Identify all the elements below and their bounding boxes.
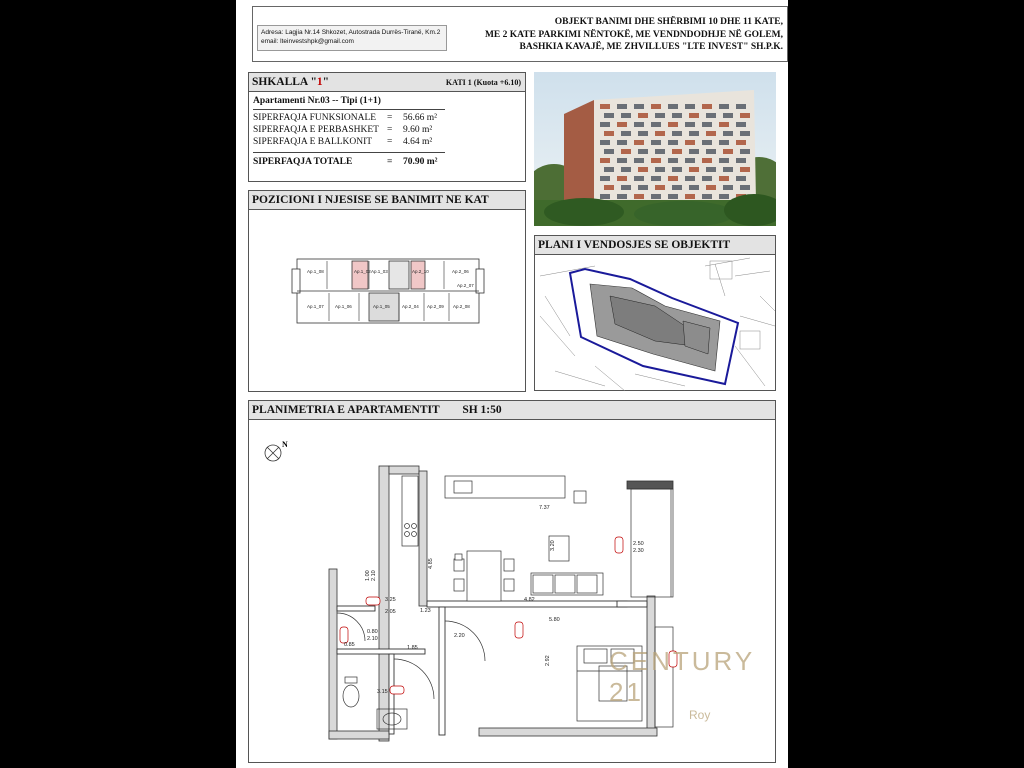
site-plan-title: PLANI I VENDOSJES SE OBJEKTIT <box>535 236 775 255</box>
dimension-label: 2.92 <box>545 655 551 666</box>
dimension-label: 2.10 <box>371 570 377 581</box>
building-rendering <box>534 72 776 226</box>
project-title <box>485 16 783 54</box>
area-value: 9.60 m² <box>403 125 433 135</box>
dimension-label: 2.30 <box>633 548 644 554</box>
dimension-label: 2.10 <box>367 636 378 642</box>
total-area-value: 70.90 m² <box>403 157 438 167</box>
dimension-label: 3.25 <box>385 597 396 603</box>
equals-sign: = <box>387 137 393 147</box>
building-rendering-image <box>534 72 776 226</box>
dimension-label: 2.50 <box>633 541 644 547</box>
email-line: email: lteinvestshpk@gmail.com <box>261 38 354 45</box>
area-value: 56.66 m² <box>403 113 437 123</box>
dimension-label: 4.85 <box>428 558 434 569</box>
total-area-label: SIPERFAQJA TOTALE <box>253 157 353 167</box>
unit-label: Ap.2_06 <box>452 269 469 274</box>
unit-label: Ap.2_07 <box>457 283 474 288</box>
area-label: SIPERFAQJA E PERBASHKET <box>253 125 379 135</box>
watermark-brand: CENTURY 21 <box>609 646 755 707</box>
shkalla-header <box>249 73 525 92</box>
dimension-label: 1.23 <box>420 608 431 614</box>
watermark-logo <box>609 646 775 722</box>
unit-label: Ap.2_08 <box>453 304 470 309</box>
project-title-line: OBJEKT BANIMI DHE SHËRBIMI 10 DHE 11 KATE, <box>554 17 783 27</box>
dimension-label: 1.85 <box>407 645 418 651</box>
unit-label: Ap.1_05 <box>373 304 390 309</box>
address-line: Adresa: Lagjia Nr.14 Shkozet, Autostrada Durrës-Tiranë, Km.2 <box>261 29 441 36</box>
site-plan-drawing <box>535 236 777 392</box>
shkalla-label: SHKALLA " <box>252 76 317 88</box>
area-value: 4.64 m² <box>403 137 433 147</box>
project-title-line: ME 2 KATE PARKIMI NËNTOKË, ME VENDNDODHJE NË GOLEM, <box>484 29 783 40</box>
unit-label: Ap.1_07 <box>307 304 324 309</box>
unit-label: Ap.1_08 <box>307 269 324 274</box>
equals-sign: = <box>387 113 393 123</box>
dimension-label: 2.20 <box>454 633 465 639</box>
position-panel-title: POZICIONI I NJESISE SE BANIMIT NE KAT <box>249 191 525 210</box>
dimension-label: 2.05 <box>385 609 396 615</box>
dimension-label: 4.82 <box>524 597 535 603</box>
unit-label: Ap.2_09 <box>427 304 444 309</box>
floor-plan-panel <box>248 400 776 763</box>
dimension-label: 7.37 <box>539 505 550 511</box>
document-sheet <box>236 0 788 768</box>
north-arrow-icon <box>265 440 288 461</box>
dimension-label: 3.15 <box>377 689 388 695</box>
project-title-line: BASHKIA KAVAJË, ME ZHVILLUES "LTE INVEST" SH.P.K. <box>519 42 783 52</box>
unit-label: Ap.1_02 <box>354 269 371 274</box>
dimension-label: 5.80 <box>549 617 560 623</box>
apartment-type: Apartamenti Nr.03 -- Tipi (1+1) <box>253 96 381 106</box>
area-label: SIPERFAQJA E BALLKONIT <box>253 137 373 147</box>
north-label: N <box>282 440 288 449</box>
shkalla-quote: " <box>322 76 330 88</box>
unit-label: Ap.1_06 <box>335 304 352 309</box>
floor-level: KATI 1 (Kuota +6.10) <box>445 78 521 87</box>
unit-position-panel <box>248 190 526 392</box>
unit-label: Ap.2_04 <box>402 304 419 309</box>
unit-label: Ap.1_03 <box>371 269 388 274</box>
floor-plan-title: PLANIMETRIA E APARTAMENTIT <box>252 404 440 416</box>
floor-plan-scale: SH 1:50 <box>462 404 502 416</box>
dimension-label: 1.00 <box>365 570 371 581</box>
header-block <box>252 6 788 62</box>
watermark-sub: Roy <box>689 708 711 722</box>
site-plan-panel <box>534 235 776 391</box>
address-box <box>257 25 447 51</box>
equals-sign: = <box>387 125 393 135</box>
equals-sign: = <box>387 157 393 167</box>
apartment-info-panel <box>248 72 526 182</box>
unit-label: Ap.2_10 <box>412 269 429 274</box>
dimension-label: 0.85 <box>344 642 355 648</box>
dimension-label: 3.20 <box>550 540 556 551</box>
dimension-label: 0.80 <box>367 629 378 635</box>
area-label: SIPERFAQJA FUNKSIONALE <box>253 113 377 123</box>
shkalla-number: 1 <box>316 76 323 88</box>
floor-key-plan <box>249 191 527 393</box>
